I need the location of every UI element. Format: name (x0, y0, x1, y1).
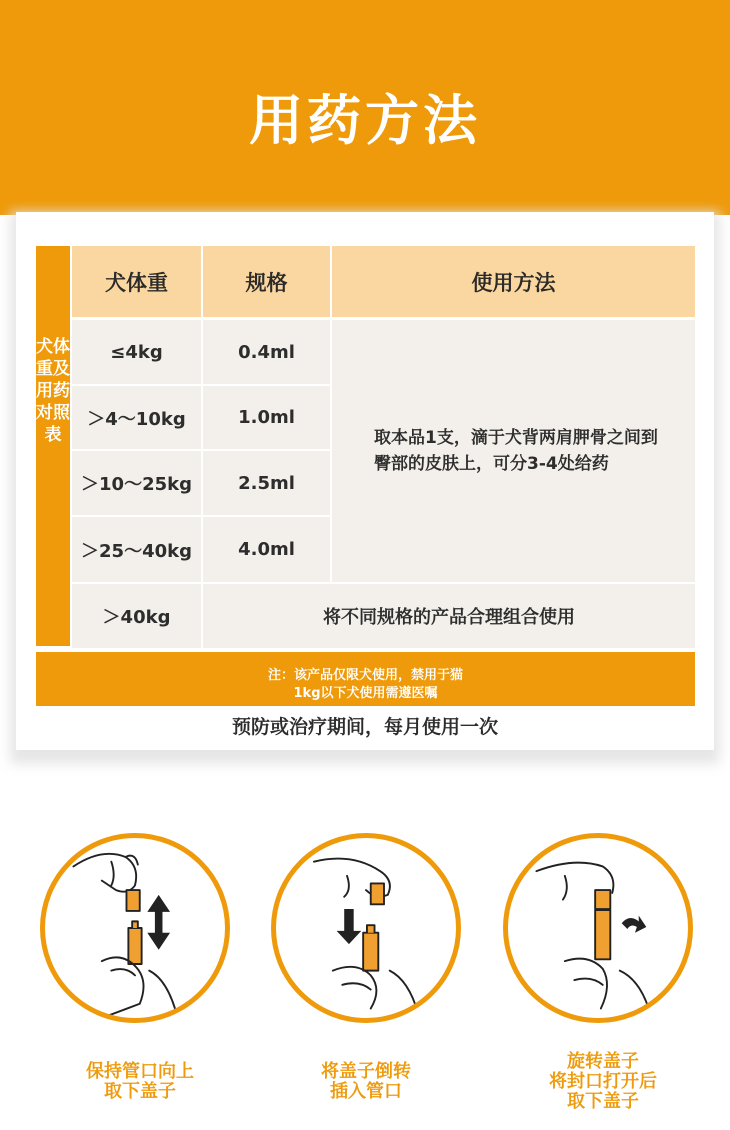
step-1-hands-icon (45, 838, 225, 1018)
step-3-line-3: 取下盖子 (567, 1091, 639, 1112)
step-3-caption (503, 1052, 703, 1112)
title-banner (0, 0, 730, 215)
side-label-text: 犬体重及用药对照表 (36, 337, 70, 445)
row-2-weight: ＞4～10kg (72, 386, 201, 449)
note-bar (36, 652, 695, 706)
note-line-1: 注：该产品仅限犬使用，禁用于猫 (267, 668, 463, 683)
step-2-hands-icon (276, 838, 456, 1018)
row-5-weight: ＞40kg (72, 584, 201, 648)
step-2-caption (266, 1062, 466, 1102)
step-2-illustration (271, 833, 461, 1023)
usage-frequency: 预防或治疗期间，每月使用一次 (231, 716, 498, 738)
page-title: 用药方法 (249, 89, 481, 152)
side-label-bar (36, 246, 70, 646)
step-3-line-2: 将封口打开后 (549, 1071, 657, 1092)
step-1-line-1: 保持管口向上 (86, 1061, 194, 1082)
row-5-combined-usage: 将不同规格的产品合理组合使用 (203, 584, 695, 648)
step-3-line-1: 旋转盖子 (567, 1051, 639, 1072)
step-2-line-2: 插入管口 (330, 1081, 402, 1102)
row-4-spec: 4.0ml (203, 517, 330, 582)
header-spec: 规格 (203, 246, 330, 317)
header-weight: 犬体重 (72, 246, 201, 317)
step-3-illustration (503, 833, 693, 1023)
row-2-spec: 1.0ml (203, 386, 330, 449)
step-1-illustration (40, 833, 230, 1023)
step-3-hands-icon (508, 838, 688, 1018)
row-1-spec: 0.4ml (203, 320, 330, 384)
row-1-weight: ≤4kg (72, 320, 201, 384)
row-4-weight: ＞25～40kg (72, 517, 201, 582)
method-description: 取本品1支，滴于犬背两肩胛骨之间到臀部的皮肤上，可分3-4处给药 (332, 320, 695, 582)
step-1-line-2: 取下盖子 (104, 1081, 176, 1102)
row-3-weight: ＞10～25kg (72, 451, 201, 515)
step-2-line-1: 将盖子倒转 (321, 1061, 411, 1082)
step-1-caption (40, 1062, 240, 1102)
note-line-2: 1kg以下犬使用需遵医嘱 (293, 686, 438, 701)
header-method: 使用方法 (332, 246, 695, 317)
row-3-spec: 2.5ml (203, 451, 330, 515)
